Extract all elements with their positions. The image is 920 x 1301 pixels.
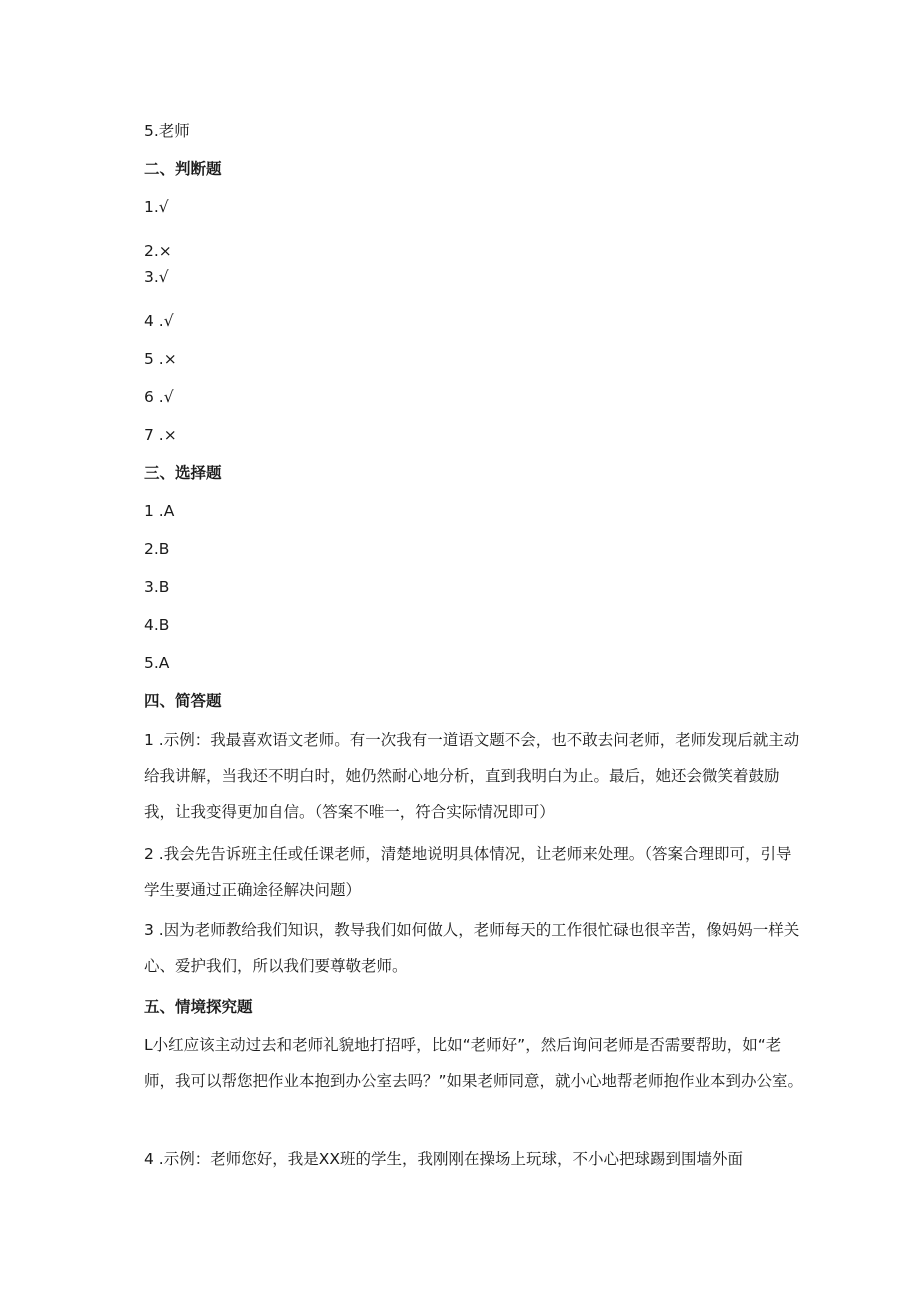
section-heading-true-false: 二、判断题 bbox=[144, 160, 222, 178]
true-false-answer-4: 4 .√ bbox=[144, 312, 174, 330]
short-answer-2: 2 .我会先告诉班主任或任课老师，清楚地说明具体情况，让老师来处理。（答案合理即可，引导学生要通过正确途径解决问题） bbox=[144, 845, 792, 899]
choice-answer-2: 2.B bbox=[144, 540, 170, 558]
true-false-answer-5: 5 .× bbox=[144, 350, 177, 368]
true-false-answer-3: 3.√ bbox=[144, 268, 169, 286]
scenario-answer-1: L小红应该主动过去和老师礼貌地打招呼，比如“老师好”，然后询问老师是否需要帮助，如“老师，我可以帮您把作业本抱到办公室去吗？”如果老师同意，就小心地帮老师抱作业本到办公室。 bbox=[144, 1036, 804, 1090]
scenario-answer-4: 4 .示例：老师您好，我是XX班的学生，我刚刚在操场上玩球，不小心把球踢到围墙外面 bbox=[144, 1150, 743, 1168]
true-false-answer-2: 2.× bbox=[144, 242, 172, 260]
section-heading-short-answer: 四、简答题 bbox=[144, 692, 222, 710]
choice-answer-4: 4.B bbox=[144, 616, 170, 634]
true-false-answer-6: 6 .√ bbox=[144, 388, 174, 406]
true-false-answer-1: 1.√ bbox=[144, 198, 169, 216]
true-false-answer-7: 7 .× bbox=[144, 426, 177, 444]
short-answer-3: 3 .因为老师教给我们知识，教导我们如何做人，老师每天的工作很忙碌也很辛苦，像妈妈一样关心、爱护我们，所以我们要尊敬老师。 bbox=[144, 921, 800, 975]
fill-blank-answer-5: 5.老师 bbox=[144, 122, 190, 140]
choice-answer-5: 5.A bbox=[144, 654, 170, 672]
short-answer-1: 1 .示例：我最喜欢语文老师。有一次我有一道语文题不会，也不敢去问老师，老师发现后就主动给我讲解，当我还不明白时，她仍然耐心地分析，直到我明白为止。最后，她还会微笑着鼓励我，让我变得更加自信。（答案不唯一，符合实际情况即可） bbox=[144, 731, 800, 821]
choice-answer-3: 3.B bbox=[144, 578, 170, 596]
section-heading-multiple-choice: 三、选择题 bbox=[144, 464, 222, 482]
section-heading-scenario: 五、情境探究题 bbox=[144, 998, 253, 1016]
choice-answer-1: 1 .A bbox=[144, 502, 175, 520]
